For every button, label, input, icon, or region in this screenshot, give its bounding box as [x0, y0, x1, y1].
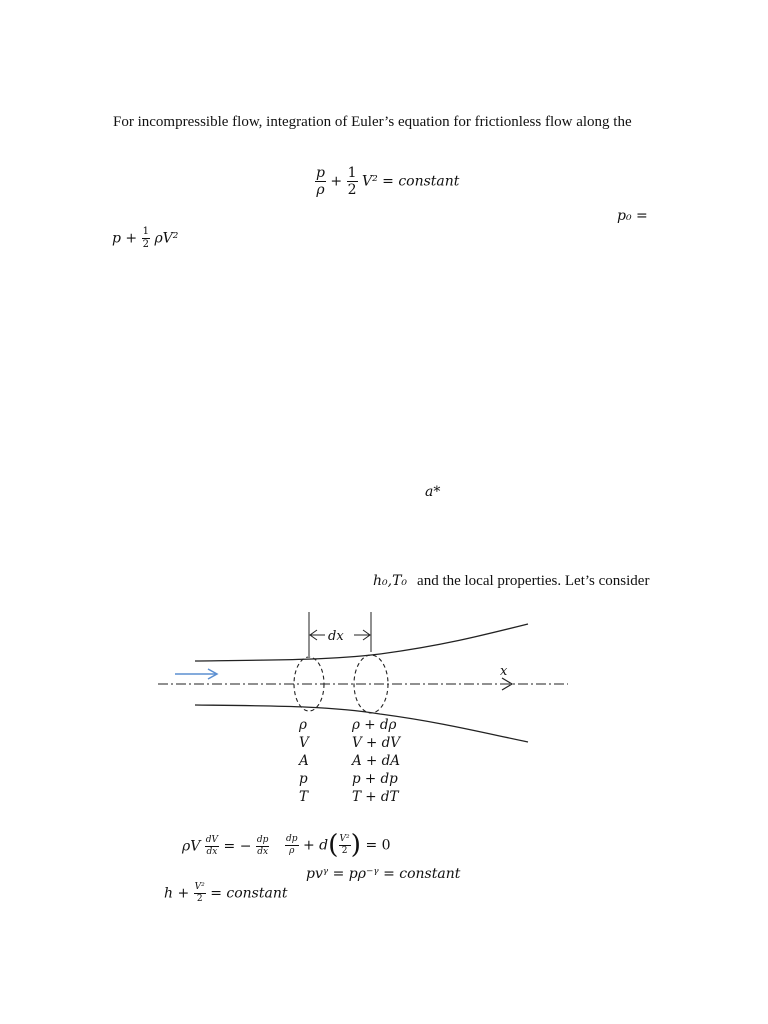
enthalpy-equation: h + $\frac{\text{V²}}{2}$ = constant	[164, 882, 288, 904]
prop-right-a: A + dA	[352, 753, 401, 769]
stagnation-symbols: h₀,T₀	[373, 573, 408, 589]
local-properties-line	[373, 572, 649, 590]
dx-label: dx	[328, 629, 344, 644]
left-properties	[299, 716, 309, 806]
critical-speed-symbol: a*	[425, 484, 441, 500]
stagnation-pressure-lhs: p₀ =	[617, 208, 648, 224]
prop-right-v: V + dV	[352, 735, 401, 751]
prop-left-p: p	[299, 771, 308, 787]
intro-text: For incompressible flow, integration of Euler’s equation for frictionless flow along the	[113, 114, 632, 130]
prop-right-t: T + dT	[352, 789, 399, 805]
local-properties-text: and the local properties. Let’s consider	[417, 573, 650, 589]
prop-left-v: V	[299, 735, 309, 751]
energy-differential-equation: $\frac{dp}{\rho}$ + d( $\frac{\text{V²}}{2}$ ) = 0	[286, 829, 391, 860]
upper-wall	[195, 624, 528, 661]
half-fraction: $\frac{1}{2}$	[347, 165, 357, 198]
right-properties	[352, 716, 400, 806]
momentum-equation: ρV $\frac{dV}{dx}$ = − $\frac{dp}{dx}$	[182, 835, 269, 857]
prop-right-p: p + dp	[352, 771, 398, 787]
half-fraction-small: $\frac{1}{2}$	[142, 226, 149, 250]
stagnation-pressure-rhs: p + $\frac{1}{2}$ ρV²	[112, 226, 179, 250]
prop-left-rho: ρ	[299, 717, 307, 733]
prop-left-t: T	[299, 789, 309, 805]
isentropic-equation: pvᵞ = pρ⁻ᵞ = constant	[306, 866, 461, 882]
x-axis-label: x	[500, 664, 508, 679]
p-over-rho-fraction: $\frac{p}{\rho}$	[316, 165, 325, 198]
prop-right-rho: ρ + dρ	[352, 717, 397, 733]
prop-left-a: A	[299, 753, 309, 769]
bernoulli-equation: $\frac{p}{\rho}$ + $\frac{1}{2}$ V² = constant	[316, 165, 460, 198]
